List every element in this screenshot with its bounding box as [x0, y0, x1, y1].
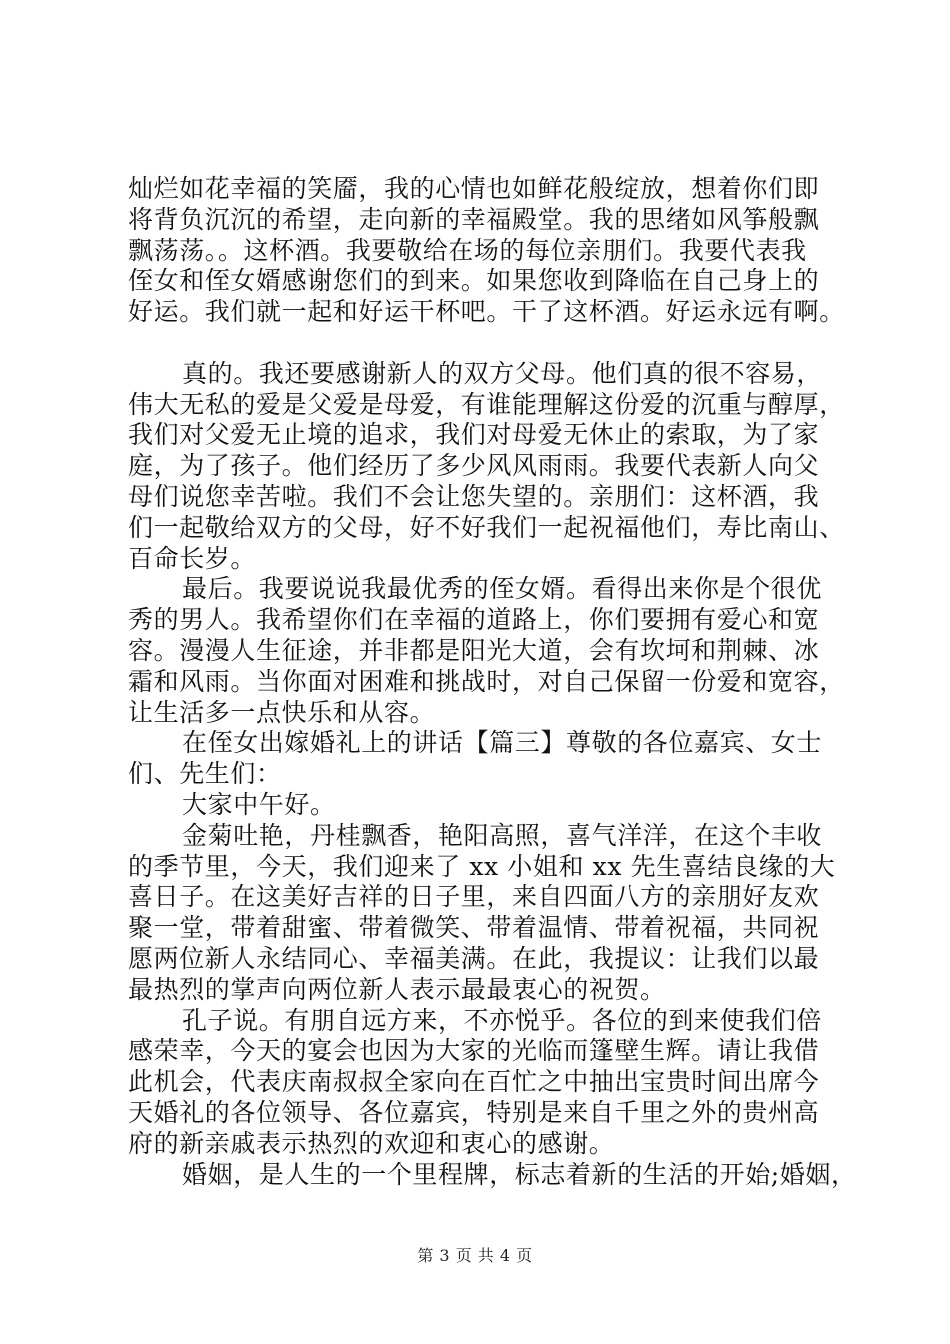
text-line: 在侄女出嫁婚礼上的讲话【篇三】尊敬的各位嘉宾、女士	[182, 728, 823, 758]
text-line: 百命长岁。	[128, 543, 257, 573]
text-line: 将背负沉沉的希望，走向新的幸福殿堂。我的思绪如风筝般飘	[128, 204, 820, 234]
text-line: 庭，为了孩子。他们经历了多少风风雨雨。我要代表新人向父	[128, 451, 820, 481]
text-line: 最后。我要说说我最优秀的侄女婿。看得出来你是个很优	[182, 574, 823, 604]
text-line: 秀的男人。我希望你们在幸福的道路上，你们要拥有爱心和宽	[128, 605, 820, 635]
paragraph-gap	[128, 328, 840, 359]
text-line: 天婚礼的各位领导、各位嘉宾，特别是来自千里之外的贵州高	[128, 1097, 820, 1127]
text-line: 的季节里，今天，我们迎来了 xx 小姐和 xx 先生喜结良缘的大	[128, 851, 836, 881]
text-line: 金菊吐艳，丹桂飘香，艳阳高照，喜气洋洋，在这个丰收	[182, 820, 823, 850]
text-line: 孔子说。有朋自远方来，不亦悦乎。各位的到来使我们倍	[182, 1005, 823, 1035]
text-line: 飘荡荡。。这杯酒。我要敬给在场的每位亲朋们。我要代表我	[128, 235, 807, 265]
text-line: 们、先生们：	[128, 759, 282, 789]
text-line: 真的。我还要感谢新人的双方父母。他们真的很不容易，	[182, 358, 823, 388]
text-line: 我们对父爱无止境的追求，我们对母爱无休止的索取，为了家	[128, 420, 820, 450]
text-line: 伟大无私的爱是父爱是母爱，有谁能理解这份爱的沉重与醇厚，	[128, 389, 845, 419]
text-line: 最热烈的掌声向两位新人表示最最衷心的祝贺。	[128, 974, 666, 1004]
text-line: 霜和风雨。当你面对困难和挑战时，对自己保留一份爱和宽容，	[128, 666, 845, 696]
text-line: 侄女和侄女婿感谢您们的到来。如果您收到降临在自己身上的	[128, 266, 820, 296]
text-line: 感荣幸，今天的宴会也因为大家的光临而篷壁生辉。请让我借	[128, 1036, 820, 1066]
text-line: 母们说您幸苦啦。我们不会让您失望的。亲朋们：这杯酒，我	[128, 481, 820, 511]
text-line: 好运。我们就一起和好运干杯吧。干了这杯酒。好运永远有啊。	[128, 297, 845, 327]
text-line: 府的新亲戚表示热烈的欢迎和衷心的感谢。	[128, 1128, 615, 1158]
text-line: 灿烂如花幸福的笑靥，我的心情也如鲜花般绽放，想着你们即	[128, 174, 820, 203]
text-line: 愿两位新人永结同心、幸福美满。在此，我提议：让我们以最	[128, 943, 820, 973]
text-line: 聚一堂，带着甜蜜、带着微笑、带着温情、带着祝福，共同祝	[128, 913, 820, 943]
text-line: 婚姻，是人生的一个里程牌，标志着新的生活的开始;婚姻，	[182, 1159, 857, 1189]
text-line: 喜日子。在这美好吉祥的日子里，来自四面八方的亲朋好友欢	[128, 882, 820, 912]
text-line: 们一起敬给双方的父母，好不好我们一起祝福他们，寿比南山、	[128, 512, 845, 542]
page-footer: 第 3 页 共 4 页	[417, 1246, 533, 1265]
text-line: 容。漫漫人生征途，并非都是阳光大道，会有坎坷和荆棘、冰	[128, 635, 820, 665]
text-line: 此机会，代表庆南叔叔全家向在百忙之中抽出宝贵时间出席今	[128, 1067, 820, 1097]
document-body	[128, 174, 857, 1190]
text-line: 让生活多一点快乐和从容。	[128, 697, 436, 727]
text-line: 大家中午好。	[182, 789, 336, 819]
